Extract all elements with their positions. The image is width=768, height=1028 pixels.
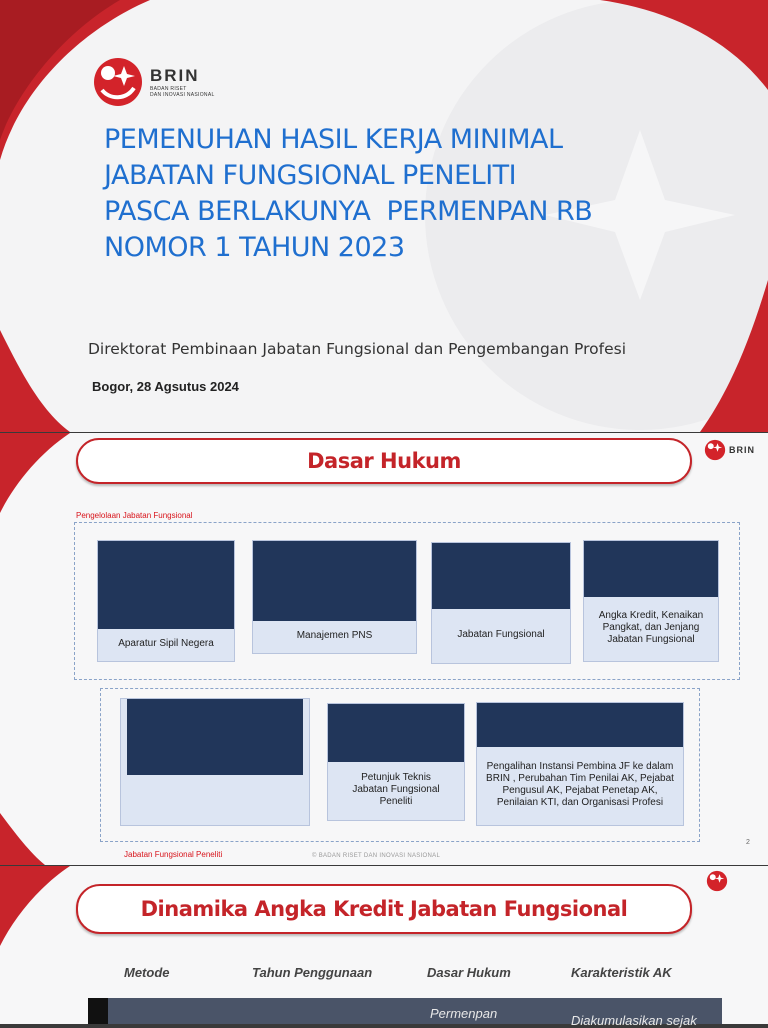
law-card-caption: Pengalihan Instansi Pembina JF ke dalam BRIN , Perubahan Tim Penilai AK, Pejabat Pengusul AK, Pejabat Penetap AK, Penilaian KTI, dan Organisasi Profesi — [486, 761, 674, 808]
column-header-dasar-hukum: Dasar Hukum — [427, 965, 511, 980]
brin-logo-small — [706, 870, 728, 892]
brin-logo-icon — [92, 56, 144, 108]
title-line-2: JABATAN FUNGSIONAL PENELITI — [104, 160, 517, 191]
law-card-header — [584, 541, 718, 597]
brin-logo-icon — [704, 439, 726, 461]
title-slide — [0, 0, 768, 432]
law-card-pengalihan — [476, 702, 684, 826]
presentation-date: Bogor, 28 Agsutus 2024 — [92, 379, 239, 394]
table-row-marker — [88, 998, 108, 1024]
table-cell-dasar-hukum: Permenpan — [430, 1006, 498, 1021]
column-header-karakteristik: Karakteristik AK — [571, 965, 672, 980]
law-card-header — [98, 541, 234, 629]
table-cell-karakteristik: Diakumulasikan sejak — [571, 1013, 697, 1028]
title-line-1: PEMENUHAN HASIL KERJA MINIMAL — [104, 124, 563, 155]
group-label-pengelolaan: Pengelolaan Jabatan Fungsional — [76, 511, 193, 520]
slide-footer: © BADAN RISET DAN INOVASI NASIONAL — [312, 853, 441, 859]
law-card-header — [127, 699, 303, 775]
law-card-caption: Jabatan Fungsional — [457, 629, 545, 640]
law-card-caption: Petunjuk Teknis Jabatan Fungsional Peneliti — [352, 772, 440, 807]
brand-subtitle-1: BADAN RISET — [150, 86, 187, 92]
group-label-peneliti: Jabatan Fungsional Peneliti — [124, 850, 223, 859]
page-number: 2 — [746, 839, 750, 846]
law-card-asn — [97, 540, 235, 662]
title-line-3: PASCA BERLAKUNYA PERMENPAN RB — [104, 196, 593, 227]
column-header-metode: Metode — [124, 965, 170, 980]
brand-subtitle-2: DAN INOVASI NASIONAL — [150, 92, 215, 98]
brin-logo-small — [704, 439, 755, 461]
brand-name: BRIN — [150, 66, 200, 85]
presentation-title — [104, 122, 664, 266]
law-card-caption: Angka Kredit, Kenaikan Pangkat, dan Jenjang Jabatan Fungsional — [598, 610, 704, 645]
law-card-header — [432, 543, 570, 609]
brin-logo-icon — [706, 870, 728, 892]
law-card-header — [477, 703, 683, 747]
brand-name-small: BRIN — [729, 445, 755, 455]
law-card-manajemen-pns — [252, 540, 417, 654]
presentation-subtitle: Direktorat Pembinaan Jabatan Fungsional dan Pengembangan Profesi — [88, 340, 627, 358]
slide3-title: Dinamika Angka Kredit Jabatan Fungsional — [140, 897, 628, 921]
legal-basis-slide — [0, 433, 768, 865]
law-card-header — [328, 704, 464, 762]
law-card-angka-kredit — [583, 540, 719, 662]
title-line-4: NOMOR 1 TAHUN 2023 — [104, 232, 405, 263]
law-card-caption: Manajemen PNS — [296, 630, 373, 641]
law-card-peneliti-regulation — [120, 698, 310, 826]
law-card-header — [253, 541, 416, 621]
law-card-caption — [121, 773, 309, 825]
slide2-title-banner — [76, 438, 692, 484]
law-card-jabatan-fungsional — [431, 542, 571, 664]
slide3-title-banner — [76, 884, 692, 934]
brin-logo — [92, 56, 215, 108]
law-card-juknis — [327, 703, 465, 821]
law-card-caption: Aparatur Sipil Negera — [118, 638, 214, 649]
column-header-tahun: Tahun Penggunaan — [252, 965, 373, 980]
slide2-title: Dasar Hukum — [307, 449, 461, 473]
